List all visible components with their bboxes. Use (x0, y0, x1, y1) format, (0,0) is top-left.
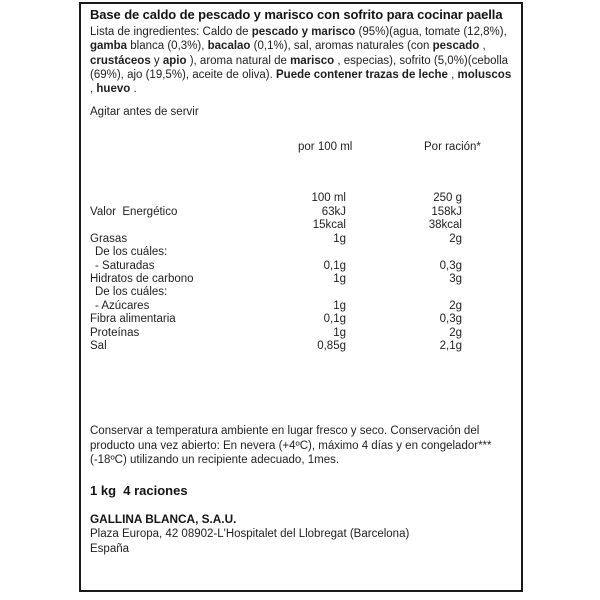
nutrition-value-serving: 158kJ (431, 205, 462, 218)
nutrition-row (90, 233, 512, 246)
nutrition-row (90, 192, 512, 205)
net-weight-servings: 1 kg 4 raciones (90, 483, 188, 499)
nutrition-value-100ml: 1g (333, 326, 346, 339)
nutrition-value-serving: 3g (449, 272, 462, 285)
nutrition-value-100ml: 63kJ (321, 205, 346, 218)
nutrition-value-100ml (256, 246, 346, 259)
nutrition-row (90, 219, 512, 232)
nutrition-value-100ml: 0,1g (323, 313, 346, 326)
nutrition-label: De los cuáles: (95, 286, 168, 299)
nutrition-label: Fibra alimentaria (90, 313, 176, 326)
per-100ml-header: por 100 ml (298, 141, 353, 154)
nutrition-label: Sal (90, 339, 107, 352)
nutrition-value-serving (346, 286, 462, 299)
nutrition-label: - Saturadas (95, 259, 155, 272)
nutrition-value-100ml: 15kcal (312, 219, 346, 232)
nutrition-row (90, 246, 512, 259)
nutrition-value-100ml: 0,85g (317, 339, 346, 352)
nutrition-value-serving: 2g (449, 299, 462, 312)
nutrition-row (90, 206, 512, 219)
nutrition-value-100ml: 0,1g (323, 259, 346, 272)
nutrition-value-serving: 2g (449, 326, 462, 339)
nutrition-row (90, 286, 512, 299)
nutrition-row (90, 340, 512, 353)
nutrition-label: - Azúcares (95, 299, 150, 312)
nutrition-label: Valor Energético (90, 205, 178, 218)
nutrition-column-headers (90, 141, 512, 154)
nutrition-value-serving: 2g (449, 232, 462, 245)
nutrition-table (90, 192, 512, 353)
nutrition-row (90, 300, 512, 313)
per-serving-header: Por ración* (424, 141, 481, 154)
nutrition-label: Grasas (90, 232, 128, 245)
nutrition-row (90, 327, 512, 340)
nutrition-value-100ml: 1g (333, 232, 346, 245)
nutrition-value-100ml: 100 ml (311, 192, 346, 205)
product-label (79, 2, 523, 592)
nutrition-value-serving: 250 g (433, 192, 462, 205)
nutrition-row (90, 260, 512, 273)
manufacturer-address: Plaza Europa, 42 08902-L'Hospitalet del Llobregat (Barcelona) (90, 528, 410, 541)
nutrition-value-serving: 0,3g (439, 259, 462, 272)
nutrition-value-serving (346, 246, 462, 259)
nutrition-value-serving: 0,3g (439, 313, 462, 326)
ingredients-text: Lista de ingredientes: Caldo de pescado y marisco (95%)(agua, tomate (12,8%), gamba blanca (0,3%), bacalao (0,1%), sal, aromas naturales (con pescado , crustáceos y apio ), aroma natural de marisco , especias), sofrito (5,0%)(cebolla (69%), ajo (19,5%), aceite de oliva). Puede contener trazas de leche , moluscos , huevo . (90, 26, 512, 96)
nutrition-label: Hidratos de carbono (90, 272, 194, 285)
nutrition-value-serving: 38kcal (428, 219, 462, 232)
nutrition-row (90, 313, 512, 326)
shake-instruction: Agitar antes de servir (90, 106, 199, 119)
nutrition-value-100ml (256, 286, 346, 299)
nutrition-value-100ml: 1g (333, 272, 346, 285)
manufacturer-name: GALLINA BLANCA, S.A.U. (90, 512, 237, 527)
nutrition-label: De los cuáles: (95, 246, 168, 259)
nutrition-label: Proteínas (90, 326, 140, 339)
nutrition-label (90, 219, 256, 232)
nutrition-row (90, 273, 512, 286)
product-title: Base de caldo de pescado y marisco con sofrito para cocinar paella (90, 7, 503, 22)
storage-instructions: Conservar a temperatura ambiente en lugar fresco y seco. Conservación del producto una vez abierto: En nevera (+4ºC), máximo 4 días y en congelador*** (-18ºC) utilizando un recipiente adecuado, 1mes. (90, 425, 492, 466)
nutrition-label (90, 192, 256, 205)
manufacturer-country: España (90, 543, 130, 556)
nutrition-value-serving: 2,1g (439, 339, 462, 352)
nutrition-value-100ml: 1g (333, 299, 346, 312)
